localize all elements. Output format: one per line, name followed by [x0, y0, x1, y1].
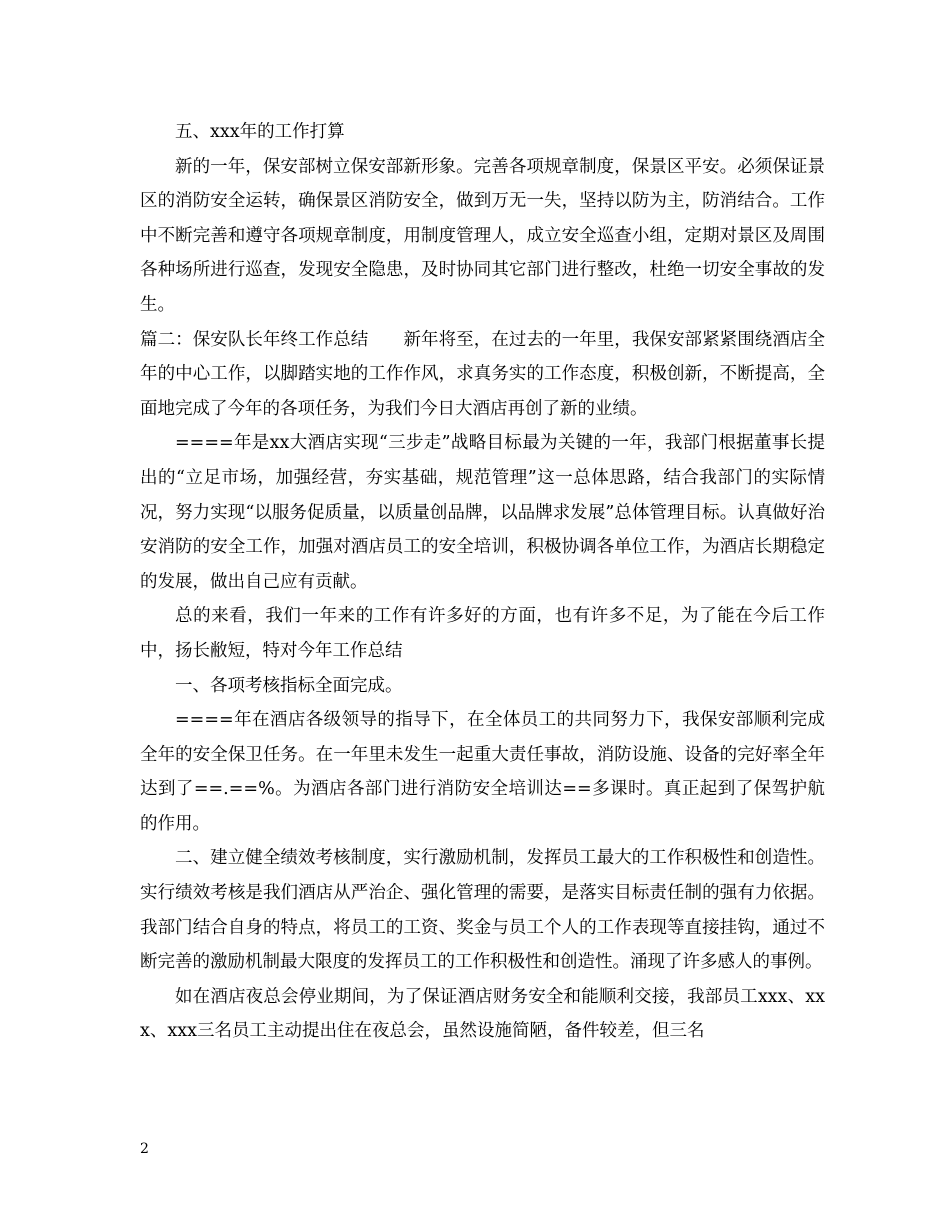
paragraph-example: 如在酒店夜总会停业期间，为了保证酒店财务安全和能顺利交接，我部员工xxx、xxx、xxx三名员工主动提出住在夜总会，虽然设施简陋，备件较差，但三名 [140, 986, 825, 1042]
paragraph-indicators-detail: ====年在酒店各级领导的指导下，在全体员工的共同努力下，我保安部顺利完成全年的安全保卫任务。在一年里未发生一起重大责任事故，消防设施、设备的完好率全年达到了==.==%。为酒店各部门进行消防安全培训达==多课时。真正起到了保驾护航的作用。 [140, 710, 825, 834]
page-number: 2 [140, 1141, 149, 1157]
paragraph-performance-system: 二、建立健全绩效考核制度，实行激励机制，发挥员工最大的工作积极性和创造性。实行绩效考核是我们酒店从严治企、强化管理的需要，是落实目标责任制的强有力依据。我部门结合自身的特点，将员工的工资、奖金与员工个人的工作表现等直接挂钩，通过不断完善的激励机制最大限度的发挥员工的工作积极性和创造性。涌现了许多感人的事例。 [140, 848, 825, 973]
document-body [140, 115, 825, 1049]
section-heading-work-plan: 五、xxx年的工作打算 [175, 122, 345, 142]
paragraph-strategic-goal: ====年是xx大酒店实现“三步走”战略目标最为关键的一年，我部门根据董事长提出的“立足市场，加强经营，夯实基础，规范管理”这一总体思路，结合我部门的实际情况，努力实现“以服务促质量，以质量创品牌，以品牌求发展”总体管理目标。认真做好治安消防的安全工作，加强对酒店员工的安全培训，积极协调各单位工作，为酒店长期稳定的发展，做出自己应有贡献。 [140, 433, 825, 592]
paragraph-part-two-intro: 篇二：保安队长年终工作总结 新年将至，在过去的一年里，我保安部紧紧围绕酒店全年的中心工作，以脚踏实地的工作作风，求真务实的工作态度，积极创新，不断提高，全面地完成了今年的各项任务，为我们今日大酒店再创了新的业绩。 [140, 329, 825, 419]
section-heading-indicators: 一、各项考核指标全面完成。 [175, 675, 403, 696]
paragraph-new-year-plan: 新的一年，保安部树立保安部新形象。完善各项规章制度，保景区平安。必须保证景区的消防安全运转，确保景区消防安全，做到万无一失，坚持以防为主，防消结合。工作中不断完善和遵守各项规章制度，用制度管理人，成立安全巡查小组，定期对景区及周围各种场所进行巡查，发现安全隐患，及时协同其它部门进行整改，杜绝一切安全事故的发生。 [140, 156, 825, 315]
paragraph-overall-review: 总的来看，我们一年来的工作有许多好的方面，也有许多不足，为了能在今后工作中，扬长敝短，特对今年工作总结 [140, 606, 825, 661]
